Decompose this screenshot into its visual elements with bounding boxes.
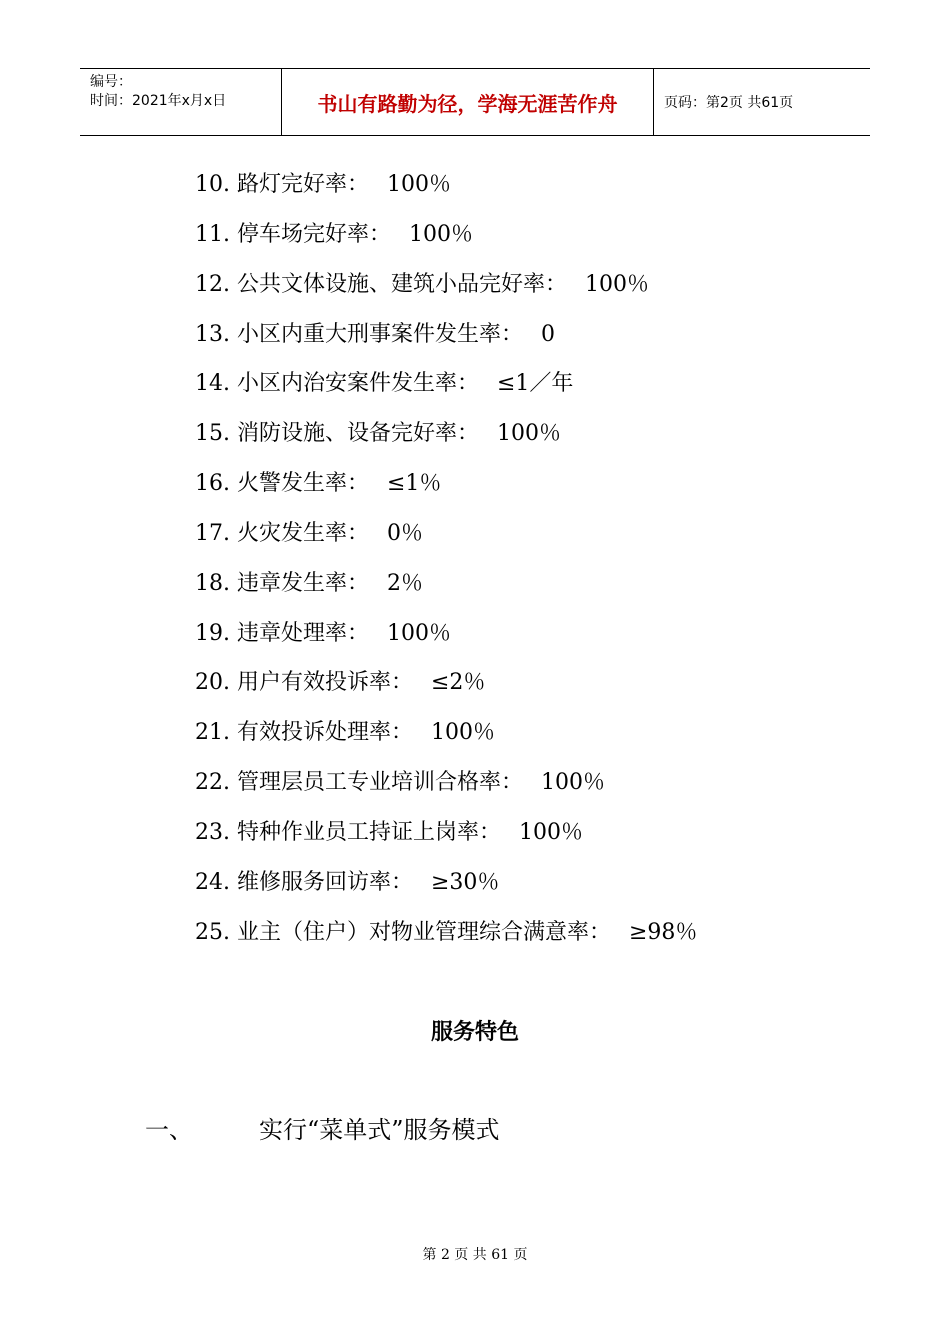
list-item [195,461,855,511]
item-value: 100％ [496,421,561,447]
header-meta [80,69,282,135]
list-item [195,611,855,661]
list-item [195,411,855,461]
item-value: 100％ [430,720,495,746]
item-label: 13. 小区内重大刑事案件发生率： [195,321,523,347]
item-value: ≥98％ [628,919,698,945]
header-page-info: 页码：第2页 共61页 [664,95,794,111]
item-value: 100％ [518,819,583,845]
item-value: ≤2％ [430,670,486,696]
list-item [195,910,855,960]
item-label: 19. 违章处理率： [195,620,369,646]
item-label: 15. 消防设施、设备完好率： [195,421,479,447]
header-date: 时间：2021年x月x日 [90,93,227,109]
page-footer: 第 2 页 共 61 页 [422,1247,528,1263]
item-label: 16. 火警发生率： [195,471,369,497]
item-label: 14. 小区内治安案件发生率： [195,371,479,397]
subheading [145,1110,500,1150]
list-item [195,361,855,411]
header-motto: 书山有路勤为径，学海无涯苦作舟 [282,69,654,135]
item-label: 22. 管理层员工专业培训合格率： [195,770,523,796]
list-item [195,860,855,910]
subheading-text: 实行“菜单式”服务模式 [259,1116,500,1144]
item-label: 20. 用户有效投诉率： [195,670,413,696]
item-value: 100％ [540,770,605,796]
list-item [195,760,855,810]
item-label: 10. 路灯完好率： [195,172,369,197]
list-item [195,710,855,760]
item-label: 23. 特种作业员工持证上岗率： [195,819,501,845]
list-item [195,660,855,710]
item-label: 25. 业主（住户）对物业管理综合满意率： [195,919,611,945]
page-header [80,68,870,136]
item-value: 2％ [386,570,423,596]
item-value: ≤1／年 [496,371,574,397]
list-item [195,162,855,212]
indicator-list [195,162,855,960]
item-value: 0 [540,321,555,347]
list-item [195,511,855,561]
item-value: ≤1％ [386,471,442,497]
item-value: 100％ [584,271,649,297]
item-label: 18. 违章发生率： [195,570,369,596]
subheading-number: 一、 [145,1116,193,1144]
item-label: 12. 公共文体设施、建筑小品完好率： [195,271,567,297]
list-item [195,312,855,362]
item-label: 11. 停车场完好率： [195,221,391,247]
item-value: 100％ [386,620,451,646]
list-item [195,810,855,860]
header-number-label: 编号： [90,74,132,90]
item-value: ≥30％ [430,869,500,895]
item-label: 24. 维修服务回访率： [195,869,413,895]
item-value: 0％ [386,520,423,546]
item-value: 100％ [386,172,451,197]
list-item [195,561,855,611]
list-item [195,262,855,312]
list-item [195,212,855,262]
item-label: 21. 有效投诉处理率： [195,720,413,746]
section-title: 服务特色 [430,1019,519,1045]
item-label: 17. 火灾发生率： [195,520,369,546]
item-value: 100％ [408,221,473,247]
